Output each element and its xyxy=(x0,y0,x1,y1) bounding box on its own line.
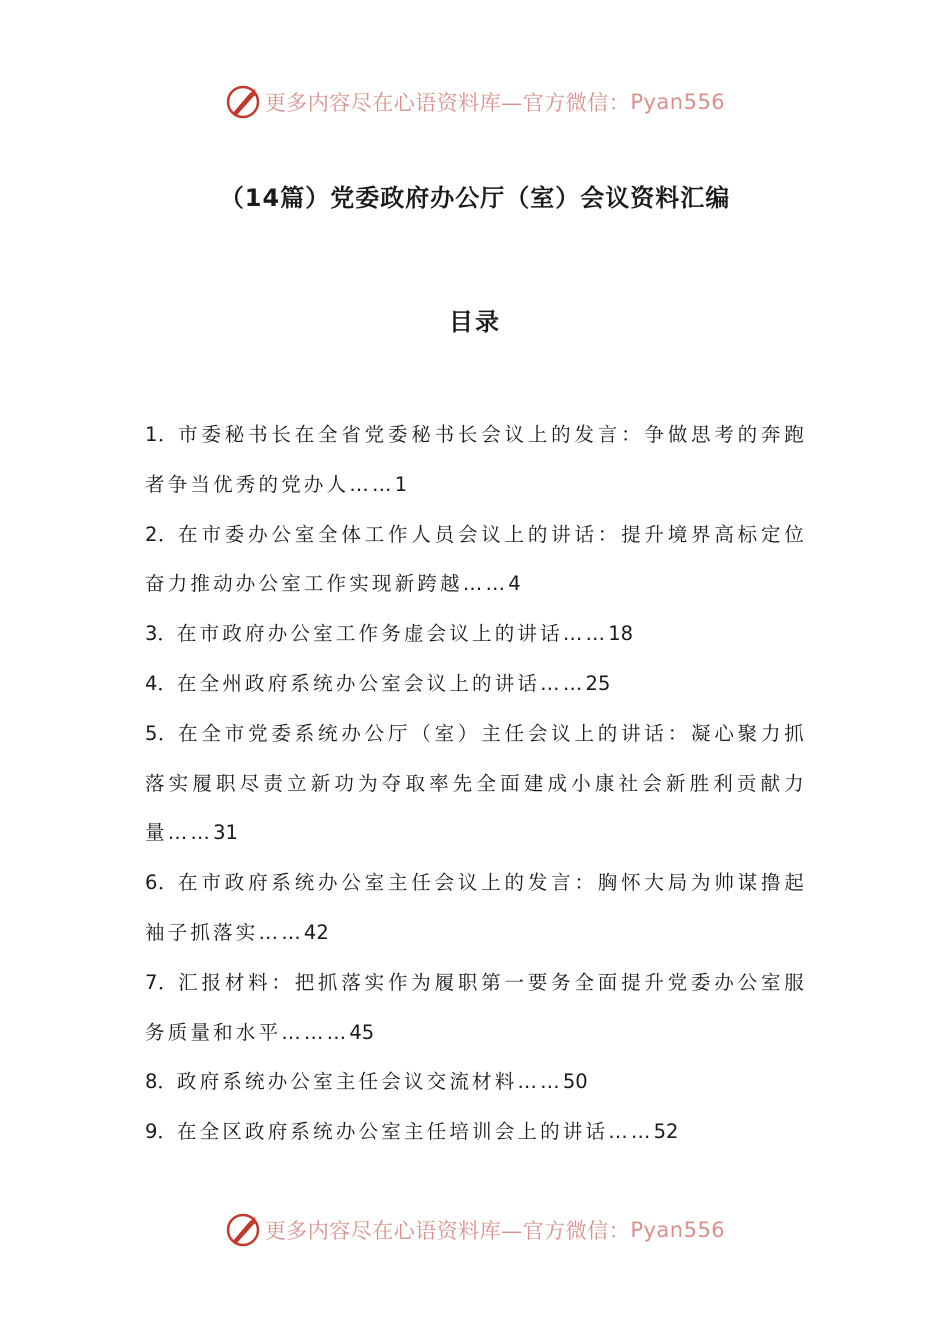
toc-entry-text: 在全市党委系统办公厅（室）主任会议上的讲话：凝心聚力抓落实履职尽责立新功为夺取率先全面建成小康社会新胜利贡献力量…… xyxy=(145,721,807,845)
toc-heading: 目录 xyxy=(449,308,501,336)
toc-entry-text: 在市政府系统办公室主任会议上的发言：胸怀大局为帅谋撸起袖子抓落实…… xyxy=(145,871,807,944)
toc-entry-page: 25 xyxy=(585,671,611,695)
pen-nib-circle-icon xyxy=(225,84,261,120)
document-title: （14篇）党委政府办公厅（室）会议资料汇编 xyxy=(219,184,731,212)
toc-entry-page: 52 xyxy=(653,1120,679,1144)
toc-entry-3[interactable] xyxy=(145,609,807,659)
toc-entry-9[interactable] xyxy=(145,1107,807,1157)
toc-entry-text: 市委秘书长在全省党委秘书长会议上的发言：争做思考的奔跑者争当优秀的党办人…… xyxy=(145,423,807,496)
toc-entry-number: 7． xyxy=(145,970,179,994)
toc-entry-8[interactable] xyxy=(145,1057,807,1107)
toc-entry-page: 45 xyxy=(349,1020,375,1044)
toc-entry-page: 42 xyxy=(303,920,329,944)
toc-entry-page: 31 xyxy=(213,821,238,845)
toc-entry-text: 政府系统办公室主任会议交流材料…… xyxy=(176,1070,563,1094)
toc-entry-page: 50 xyxy=(562,1070,588,1094)
toc-entry-number: 1． xyxy=(145,423,179,446)
toc-entry-page: 18 xyxy=(608,622,634,646)
watermark-handle: Pyan556 xyxy=(630,90,726,114)
watermark-footer xyxy=(0,1212,950,1248)
toc-entry-text: 汇报材料：把抓落实作为履职第一要务全面提升党委办公室服务质量和水平……… xyxy=(145,970,807,1044)
toc-entry-number: 9． xyxy=(145,1120,177,1144)
toc-entry-number: 4． xyxy=(145,671,177,695)
toc-entry-number: 5． xyxy=(145,721,179,745)
toc-entry-6[interactable] xyxy=(145,858,807,958)
toc-entry-text: 在全区政府系统办公室主任培训会上的讲话…… xyxy=(176,1120,654,1144)
pen-nib-circle-icon xyxy=(225,1212,261,1248)
watermark-text: 更多内容尽在心语资料库—官方微信： xyxy=(264,1219,631,1243)
toc-entry-7[interactable] xyxy=(145,958,807,1058)
toc-entry-number: 8． xyxy=(145,1070,177,1094)
watermark-header xyxy=(0,84,950,120)
table-of-contents xyxy=(145,410,807,1157)
toc-entry-5[interactable] xyxy=(145,709,807,858)
toc-entry-1[interactable] xyxy=(145,410,807,510)
toc-entry-number: 3． xyxy=(145,622,177,646)
toc-entry-page: 4 xyxy=(508,572,521,596)
toc-entry-text: 在全州政府系统办公室会议上的讲话…… xyxy=(176,671,586,695)
toc-entry-text: 在市政府办公室工作务虚会议上的讲话…… xyxy=(176,622,609,646)
toc-entry-text: 在市委办公室全体工作人员会议上的讲话：提升境界高标定位奋力推动办公室工作实现新跨越…… xyxy=(145,522,807,596)
toc-entry-4[interactable] xyxy=(145,659,807,709)
watermark-text: 更多内容尽在心语资料库—官方微信： xyxy=(264,91,631,115)
toc-entry-number: 6． xyxy=(145,871,179,895)
toc-entry-2[interactable] xyxy=(145,510,807,610)
toc-entry-number: 2． xyxy=(145,522,179,546)
watermark-handle: Pyan556 xyxy=(630,1218,726,1242)
toc-entry-page: 1 xyxy=(394,472,408,496)
